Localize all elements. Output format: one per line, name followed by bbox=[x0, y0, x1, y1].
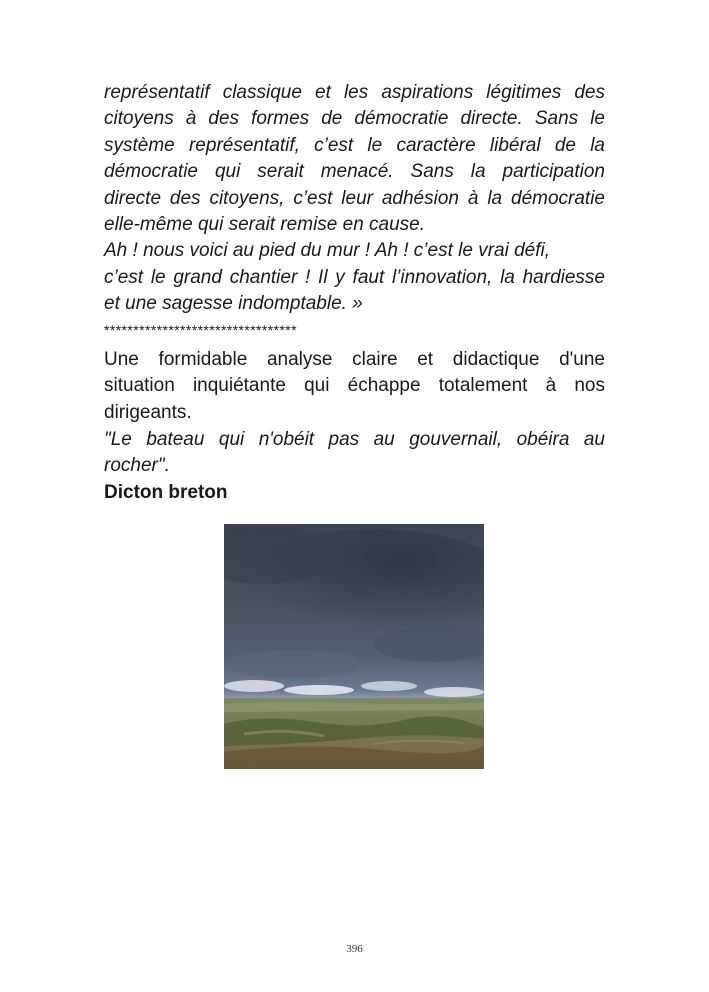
quote-line: elle-même qui serait remise en cause. bbox=[104, 213, 426, 235]
quote-line: et une sagesse indomptable. » bbox=[104, 293, 363, 315]
comment-line: dirigeants. bbox=[104, 401, 192, 423]
quote-paragraph bbox=[104, 80, 605, 318]
page-number: 396 bbox=[346, 943, 363, 955]
proverb-line: "Le bateau qui n'obéit pas au gouvernail, obéira au bbox=[104, 429, 605, 450]
quote-line: citoyens à des formes de démocratie directe. Sans le bbox=[104, 108, 605, 130]
quote-line: Ah ! nous voici au pied du mur ! Ah ! c’est le vrai défi, bbox=[104, 240, 551, 262]
proverb-line: rocher". bbox=[104, 455, 170, 477]
attribution: Dicton breton bbox=[104, 482, 228, 503]
comment-paragraph bbox=[104, 347, 605, 426]
quote-line: directe des citoyens, c’est leur adhésion à la démocratie bbox=[104, 187, 605, 209]
quote-line: système représentatif, c’est le caractère libéral de la bbox=[104, 134, 605, 156]
proverb-paragraph bbox=[104, 427, 605, 480]
quote-line: c’est le grand chantier ! Il y faut l’innovation, la hardiesse bbox=[104, 266, 605, 288]
quote-line: représentatif classique et les aspirations légitimes des bbox=[104, 82, 605, 103]
quote-line: démocratie qui serait menacé. Sans la participation bbox=[104, 161, 605, 183]
comment-line: situation inquiétante qui échappe totalement à nos bbox=[104, 375, 605, 397]
stormy-landscape-photo bbox=[224, 524, 484, 769]
comment-line: Une formidable analyse claire et didactique d'une bbox=[104, 349, 605, 370]
separator-stars: ********************************* bbox=[104, 322, 297, 338]
